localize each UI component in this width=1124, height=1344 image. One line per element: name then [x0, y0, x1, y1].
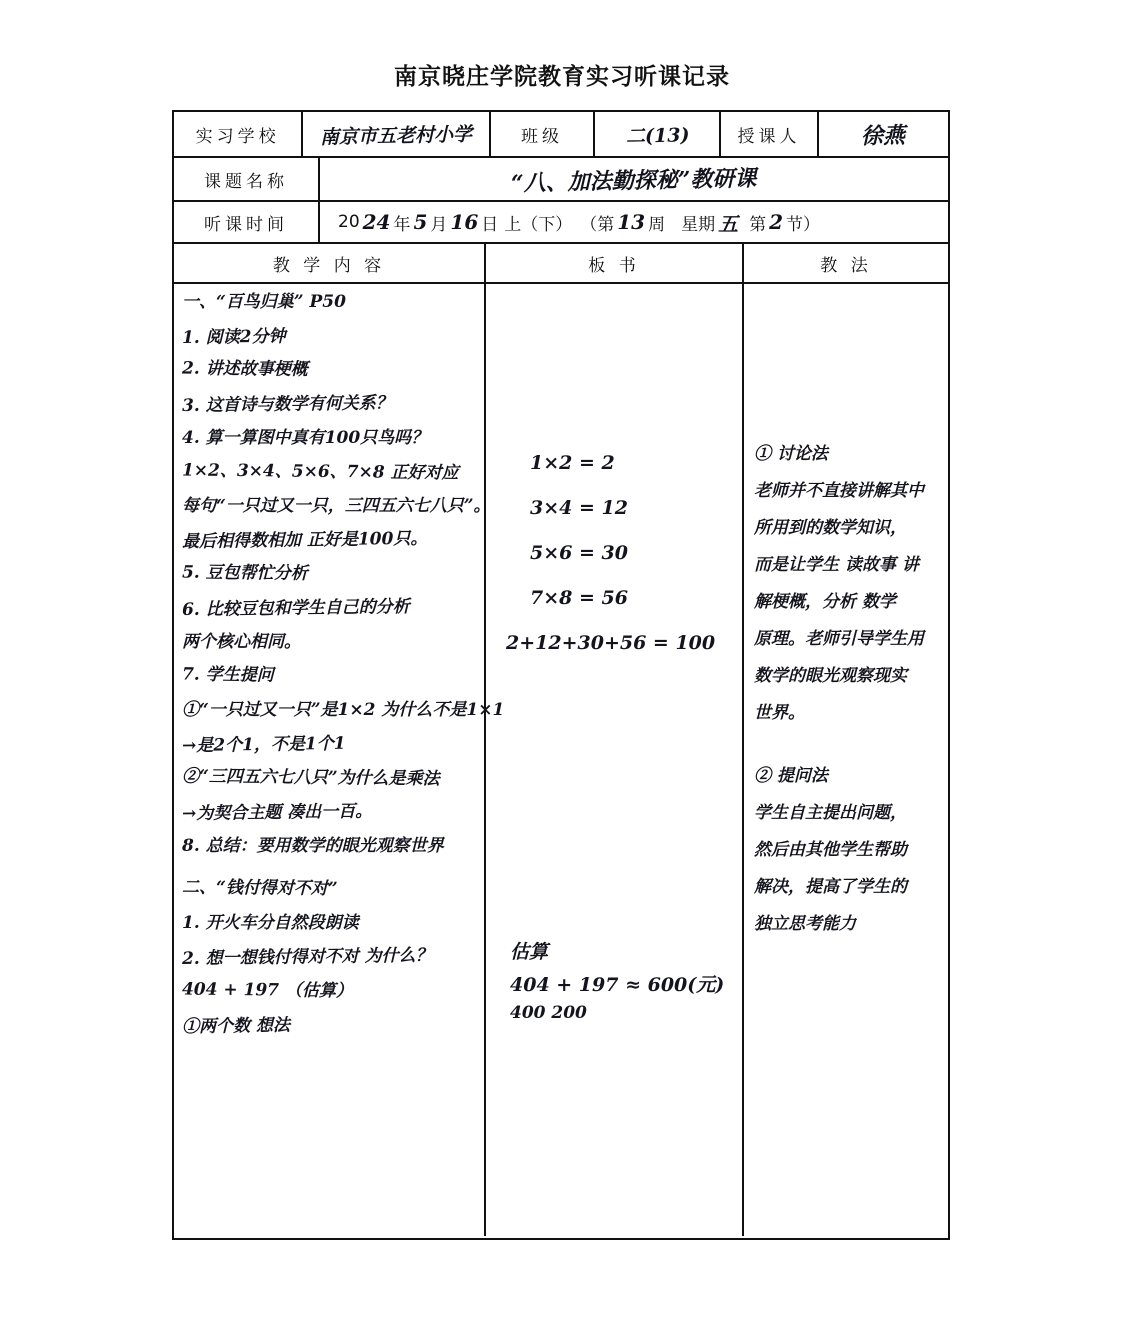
method-line: 而是让学生 读故事 讲	[754, 555, 919, 575]
method-line: 世界。	[754, 703, 805, 723]
time-day-unit: 日	[481, 214, 499, 235]
time-weekday-value: 五	[718, 211, 739, 236]
teaching-method-notes	[754, 446, 924, 953]
time-period-value: 2	[769, 210, 784, 234]
board-line: 3×4 = 12	[530, 497, 628, 519]
time-week-unit: 周	[648, 214, 666, 235]
content-line: 3. 这首诗与数学有何关系？	[181, 393, 393, 417]
content-line: →为契合主题 凑出一百。	[181, 801, 373, 825]
content-line: 5. 豆包帮忙分析	[181, 562, 308, 584]
column-header-board: 板 书	[486, 244, 744, 282]
time-week-prefix: （第	[580, 214, 615, 235]
method-line: 所用到的数学知识，	[754, 518, 907, 538]
teaching-content-notes	[181, 292, 505, 1051]
content-line: 1×2、3×4、5×6、7×8 正好对应	[181, 460, 459, 484]
label-teacher: 授课人	[721, 112, 819, 156]
method-line: 独立思考能力	[754, 914, 856, 934]
board-line: 1×2 = 2	[530, 452, 615, 474]
label-topic: 课题名称	[174, 158, 320, 200]
label-class: 班级	[491, 112, 596, 156]
cell-teaching-content[interactable]	[174, 284, 505, 1236]
content-line: 两个核心相同。	[182, 632, 301, 652]
board-line: 400 200	[510, 1003, 587, 1023]
content-line: →是2个1，不是1个1	[181, 733, 346, 757]
board-line: 7×8 = 56	[530, 587, 628, 609]
cell-teaching-method[interactable]	[744, 284, 948, 1236]
time-weekday-prefix: 星期	[681, 214, 716, 235]
method-line: 原理。老师引导学生用	[754, 629, 924, 649]
value-class[interactable]: 二(13)	[595, 112, 721, 156]
content-line: 7. 学生提问	[181, 664, 274, 686]
value-time[interactable]	[320, 202, 948, 242]
time-day-value: 16	[450, 210, 479, 234]
method-line: 学生自主提出问题，	[754, 803, 907, 823]
content-line: 每句“一只过又一只，三四五六七八只”。	[182, 496, 491, 516]
content-line: 4. 算一算图中真有100只鸟吗？	[182, 428, 429, 448]
table-row-time	[174, 202, 948, 244]
column-header-method: 教 法	[820, 255, 872, 276]
content-line: 404 + 197 （估算）	[181, 979, 354, 1002]
table-row-body	[174, 284, 948, 1236]
method-line: ① 讨论法	[754, 444, 828, 464]
page-title: 南京晓庄学院教育实习听课记录	[394, 64, 730, 90]
content-line: 8. 总结：要用数学的眼光观察世界	[182, 836, 444, 856]
method-line: 数学的眼光观察现实	[754, 666, 907, 686]
content-line: ①两个数 想法	[181, 1015, 291, 1038]
column-header-content: 教 学 内 容	[174, 244, 486, 282]
value-topic[interactable]: “八、加法勤探秘”教研课	[511, 164, 757, 197]
method-line: ② 提问法	[754, 766, 828, 786]
time-week-value: 13	[617, 210, 646, 234]
time-month-value: 5	[413, 210, 428, 234]
label-school: 实习学校	[174, 112, 303, 156]
board-line: 估算	[510, 941, 549, 963]
value-teacher[interactable]: 徐燕	[861, 122, 906, 149]
time-year-value: 24	[362, 210, 391, 234]
cell-blackboard[interactable]	[486, 284, 744, 1236]
time-month-unit: 月	[430, 214, 448, 235]
time-am-pm[interactable]: 上（下）	[504, 214, 573, 235]
time-year-prefix: 20	[338, 212, 360, 232]
method-line: 解决，提高了学生的	[754, 877, 907, 897]
content-line: 二、“钱付得对不对”	[181, 877, 338, 900]
blackboard-notes	[492, 294, 724, 1048]
record-table	[172, 110, 950, 1240]
board-line: 2+12+30+56 = 100	[506, 632, 716, 654]
method-line: 解梗概，分析 数学	[754, 592, 896, 612]
content-line: ②“三四五六七八只”为什么是乘法	[181, 766, 440, 790]
method-line: 然后由其他学生帮助	[754, 840, 907, 860]
method-line: 老师并不直接讲解其中	[754, 481, 924, 501]
time-year-unit: 年	[393, 214, 411, 235]
content-line: 2. 讲述故事梗概	[181, 358, 308, 380]
content-line: 1. 开火车分自然段朗读	[182, 913, 359, 933]
value-school[interactable]: 南京市五老村小学	[303, 112, 490, 156]
blackboard-top-group	[506, 452, 724, 654]
content-line: ①“一只过又一只”是1×2 为什么不是1×1	[182, 700, 505, 720]
time-period-unit: 节）	[786, 214, 821, 235]
content-line: 6. 比较豆包和学生自己的分析	[181, 596, 410, 621]
table-row-topic	[174, 158, 948, 202]
board-line: 5×6 = 30	[530, 542, 628, 564]
label-time: 听课时间	[174, 202, 320, 242]
content-line: 2. 想一想钱付得对不对 为什么？	[181, 945, 433, 970]
board-line: 404 + 197 ≈ 600(元)	[510, 974, 725, 996]
method-spacer	[754, 742, 924, 768]
blackboard-bottom-group	[510, 943, 724, 1022]
table-row-school	[174, 112, 948, 158]
table-row-column-headers	[174, 244, 948, 284]
time-period-prefix: 第	[749, 214, 767, 235]
content-line: 最后相得数相加 正好是100只。	[181, 528, 428, 553]
content-line: 一、“百鸟归巢” P50	[182, 292, 346, 312]
content-line: 1. 阅读2分钟	[181, 326, 286, 349]
